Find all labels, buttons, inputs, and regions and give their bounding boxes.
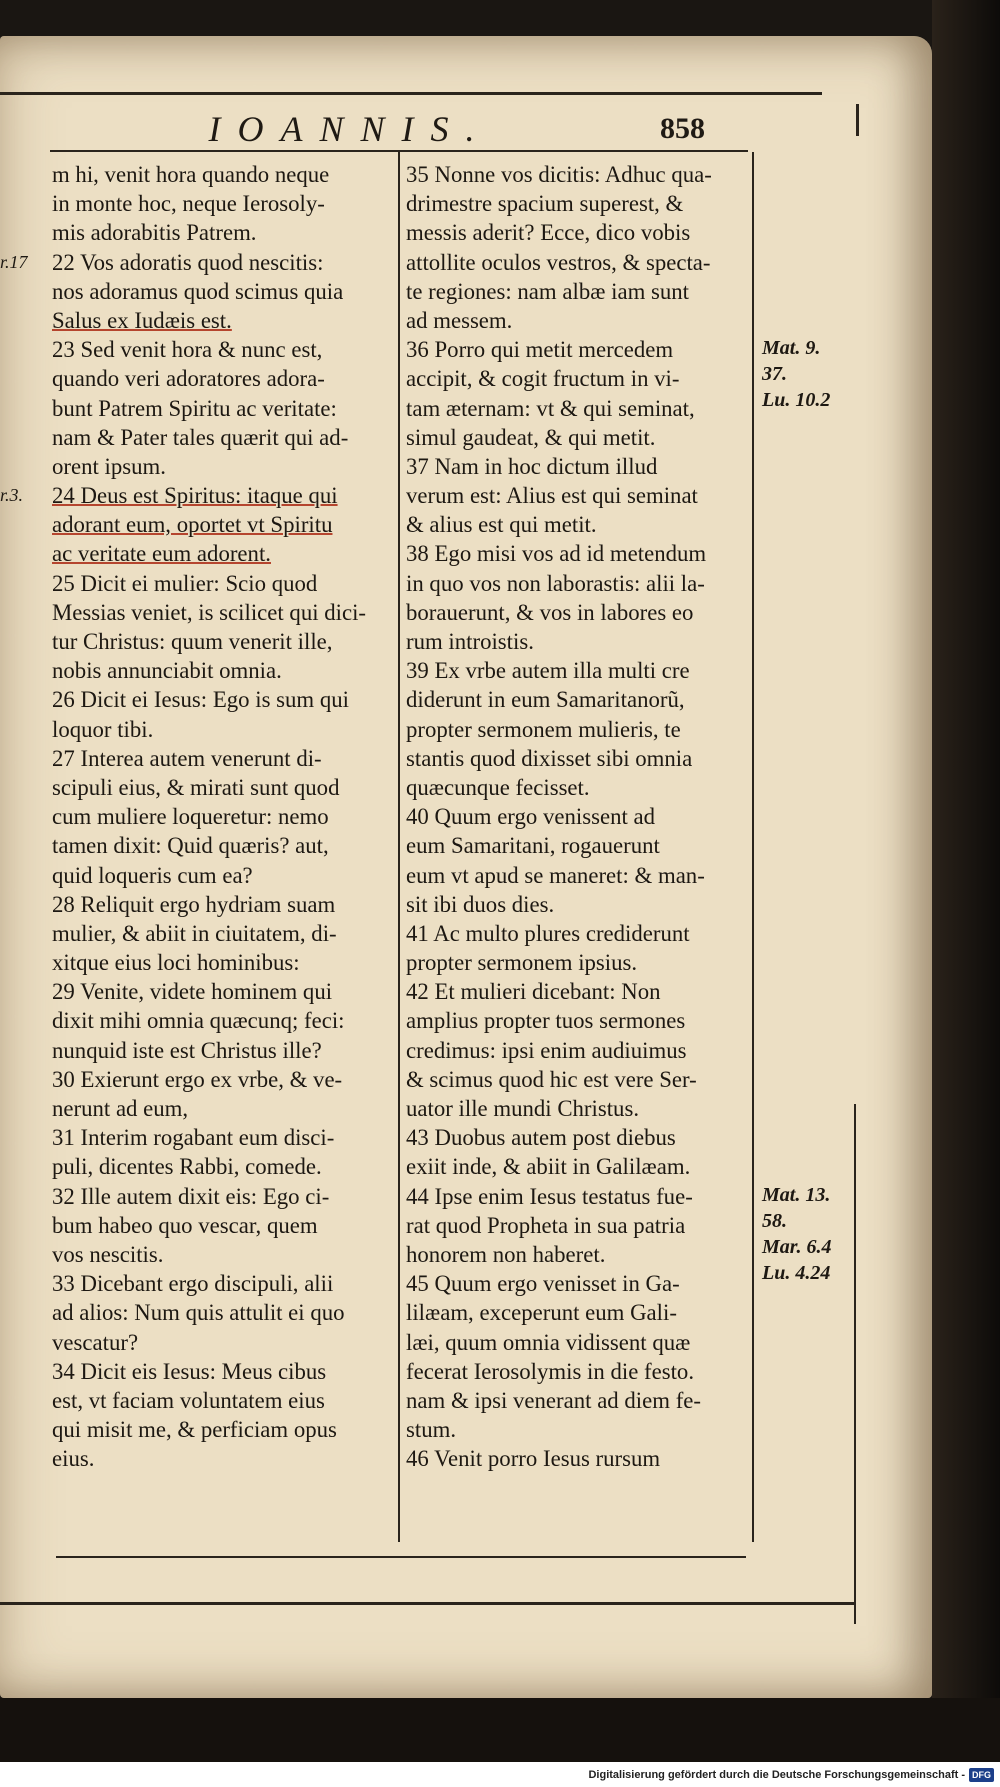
footer-rule — [0, 1602, 856, 1605]
right-column-line: 37 Nam in hoc dictum illud — [406, 453, 658, 479]
left-column-line: nunquid iste est Christus ille? — [52, 1037, 322, 1063]
right-column-line: rum introistis. — [406, 629, 534, 654]
reference-line: 58. — [762, 1210, 787, 1232]
right-column-line: borauerunt, & vos in labores eo — [406, 599, 694, 625]
right-margin-reference — [762, 1182, 831, 1286]
left-column-line: 23 Sed venit hora & nunc est, — [52, 337, 323, 363]
header-rule-right — [856, 104, 859, 136]
right-column-line: credimus: ipsi enim audiuimus — [406, 1037, 687, 1063]
left-column-line: nam & Pater tales quærit qui ad- — [52, 424, 349, 450]
left-column-line: nerunt ad eum, — [52, 1096, 189, 1121]
margin-divider — [752, 152, 754, 1542]
right-column-line: tam æternam: vt & qui seminat, — [406, 395, 695, 421]
left-column-line: 32 Ille autem dixit eis: Ego ci- — [52, 1183, 330, 1209]
left-column-line: 29 Venite, videte hominem qui — [52, 979, 333, 1005]
right-column-line: accipit, & cogit fructum in vi- — [406, 366, 680, 392]
header-rule — [0, 92, 822, 95]
right-column-line: lilæam, exceperunt eum Gali- — [406, 1300, 677, 1326]
right-column-line: verum est: Alius est qui seminat — [406, 483, 698, 509]
right-column-line: attollite oculos vestros, & specta- — [406, 249, 711, 275]
reference-line: 37. — [762, 363, 787, 386]
right-column-line: propter sermonem ipsius. — [406, 950, 638, 976]
left-column-line: 33 Dicebant ergo discipuli, alii — [52, 1271, 334, 1297]
right-column-line: 38 Ego misi vos ad id metendum — [406, 541, 707, 567]
right-column-line: 39 Ex vrbe autem illa multi cre — [406, 658, 690, 684]
left-column-line: dixit mihi omnia quæcunq; feci: — [52, 1008, 345, 1034]
right-column-line: messis aderit? Ecce, dico vobis — [406, 220, 691, 246]
left-column-line: mulier, & abiit in ciuitatem, di- — [52, 920, 337, 946]
reference-line: Mat. 13. — [762, 1184, 831, 1206]
left-column-line: vos nescitis. — [52, 1241, 164, 1267]
right-column-line: sit ibi duos dies. — [406, 891, 555, 917]
right-column-line: 44 Ipse enim Iesus testatus fue- — [406, 1183, 693, 1209]
left-column-line: in monte hoc, neque Ierosoly- — [52, 191, 325, 217]
left-column-line: 24 Deus est Spiritus: itaque qui — [52, 483, 338, 509]
left-column — [52, 160, 394, 1473]
left-column-line: 26 Dicit ei Iesus: Ego is sum qui — [52, 687, 349, 713]
left-column-line: scipuli eius, & mirati sunt quod — [52, 774, 340, 800]
right-column-line: & alius est qui metit. — [406, 512, 597, 538]
left-column-line: adorant eum, oportet vt Spiritu — [52, 512, 333, 538]
left-column-line: 22 Vos adoratis quod nescitis: — [52, 249, 324, 275]
page-number: 858 — [660, 112, 705, 145]
left-column-line: cum muliere loqueretur: nemo — [52, 804, 329, 830]
right-column-line: & scimus quod hic est vere Ser- — [406, 1066, 697, 1092]
left-column-line: tur Christus: quum venerit ille, — [52, 629, 333, 654]
left-column-line: orent ipsum. — [52, 453, 166, 479]
right-column-line: eum Samaritani, rogauerunt — [406, 833, 660, 859]
running-title: IOANNIS. — [208, 109, 492, 149]
left-column-line: tamen dixit: Quid quæris? aut, — [52, 833, 329, 859]
right-column-line: 43 Duobus autem post diebus — [406, 1125, 676, 1151]
right-column-line: quæcunque fecisset. — [406, 774, 590, 800]
left-column-line: quando veri adoratores adora- — [52, 366, 325, 392]
dfg-logo: DFG — [969, 1768, 994, 1782]
left-column-line: 30 Exierunt ergo ex vrbe, & ve- — [52, 1066, 343, 1092]
left-column-line: loquor tibi. — [52, 716, 154, 742]
right-column-line: stantis quod dixisset sibi omnia — [406, 745, 693, 771]
left-column-line: bunt Patrem Spiritu ac veritate: — [52, 395, 337, 421]
left-column-line: 27 Interea autem venerunt di- — [52, 745, 322, 771]
right-column-line: rat quod Propheta in sua patria — [406, 1212, 686, 1238]
right-column-line: ad messem. — [406, 307, 513, 333]
right-column-line: exiit inde, & abiit in Galilæam. — [406, 1154, 691, 1180]
left-column-line: 25 Dicit ei mulier: Scio quod — [52, 570, 318, 596]
left-column-line: est, vt faciam voluntatem eius — [52, 1387, 325, 1413]
right-column-line: læi, quum omnia vidissent quæ — [406, 1329, 691, 1355]
bottom-rule — [56, 1556, 746, 1558]
left-column-line: 28 Reliquit ergo hydriam suam — [52, 891, 336, 917]
left-column-line: nos adoramus quod scimus quia — [52, 278, 344, 304]
right-column-line: propter sermonem mulieris, te — [406, 716, 681, 742]
left-column-line: Messias veniet, is scilicet qui dici- — [52, 599, 367, 625]
left-column-line: m hi, venit hora quando neque — [52, 162, 330, 187]
right-column-line: 35 Nonne vos dicitis: Adhuc qua- — [406, 162, 712, 187]
right-column-line: amplius propter tuos sermones — [406, 1008, 686, 1034]
right-column-line: 45 Quum ergo venisset in Ga- — [406, 1271, 680, 1297]
left-column-line: quid loqueris cum ea? — [52, 862, 253, 888]
left-column-line: vescatur? — [52, 1329, 139, 1355]
right-column-line: 36 Porro qui metit mercedem — [406, 337, 674, 363]
left-margin-note: r.3. — [0, 485, 24, 506]
left-column-line: ac veritate eum adorent. — [52, 541, 271, 567]
right-column-line: 42 Et mulieri dicebant: Non — [406, 979, 661, 1005]
left-column-line: xitque eius loci hominibus: — [52, 950, 300, 976]
right-column-line: drimestre spacium superest, & — [406, 191, 684, 217]
right-edge-rule — [854, 1104, 856, 1624]
scan-background — [0, 1698, 1000, 1762]
left-column-line: nobis annunciabit omnia. — [52, 658, 282, 684]
left-column-line: Salus ex Iudæis est. — [52, 307, 232, 333]
right-column-line: 41 Ac multo plures crediderunt — [406, 920, 690, 946]
reference-line: Lu. 10.2 — [762, 389, 831, 412]
right-column-line: nam & ipsi venerant ad diem fe- — [406, 1387, 701, 1413]
right-column-line: 40 Quum ergo venissent ad — [406, 804, 656, 830]
column-divider — [398, 152, 400, 1542]
right-column — [406, 160, 746, 1473]
footer-bar — [0, 1762, 1000, 1787]
right-column-line: 46 Venit porro Iesus rursum — [406, 1446, 661, 1472]
right-column-line: diderunt in eum Samaritanorũ, — [406, 687, 685, 713]
left-column-line: puli, dicentes Rabbi, comede. — [52, 1154, 322, 1180]
left-column-line: 31 Interim rogabant eum disci- — [52, 1125, 335, 1151]
footer-credit: Digitalisierung gefördert durch die Deutsche Forschungsgemeinschaft - — [588, 1768, 965, 1781]
left-column-line: eius. — [52, 1446, 95, 1472]
right-margin-reference — [762, 335, 830, 413]
right-column-line: uator ille mundi Christus. — [406, 1096, 640, 1121]
left-column-line: ad alios: Num quis attulit ei quo — [52, 1300, 345, 1326]
left-column-line: bum habeo quo vescar, quem — [52, 1212, 318, 1238]
left-column-line: 34 Dicit eis Iesus: Meus cibus — [52, 1358, 327, 1384]
right-column-line: simul gaudeat, & qui metit. — [406, 424, 656, 450]
right-column-line: honorem non haberet. — [406, 1241, 606, 1267]
left-column-line: qui misit me, & perficiam opus — [52, 1417, 337, 1443]
right-column-line: fecerat Ierosolymis in die festo. — [406, 1358, 695, 1384]
reference-line: Lu. 4.24 — [762, 1262, 831, 1284]
reference-line: Mar. 6.4 — [762, 1236, 832, 1258]
right-column-line: te regiones: nam albæ iam sunt — [406, 278, 690, 304]
left-column-line: mis adorabitis Patrem. — [52, 220, 257, 246]
right-column-line: in quo vos non laborastis: alii la- — [406, 570, 705, 596]
right-column-line: eum vt apud se maneret: & man- — [406, 862, 705, 888]
right-column-line: stum. — [406, 1417, 457, 1443]
reference-line: Mat. 9. — [762, 337, 821, 360]
left-margin-note: r.17 — [0, 251, 28, 272]
book-edge — [932, 0, 1000, 1787]
